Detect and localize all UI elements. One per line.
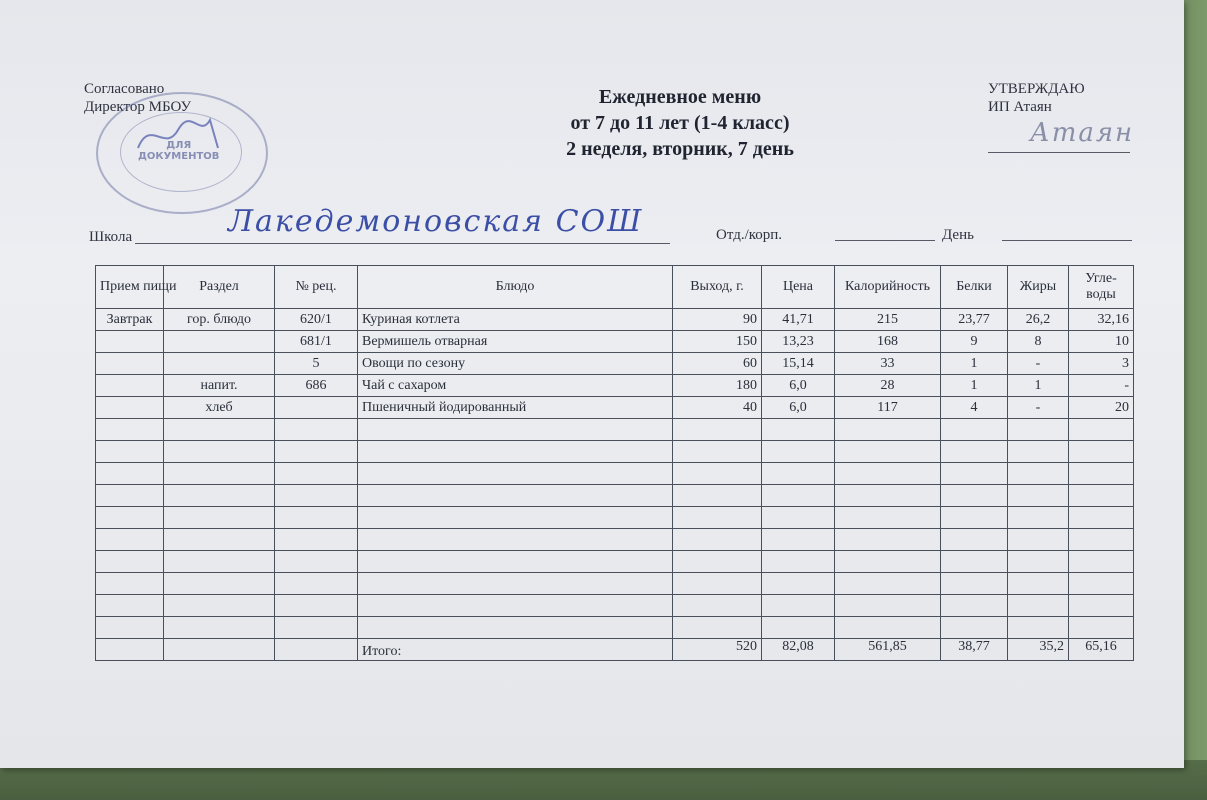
total-yield: 520 (673, 639, 762, 661)
col-header-calories: Калорийность (835, 266, 941, 309)
day-underline (1002, 240, 1132, 241)
title-line-3: 2 неделя, вторник, 7 день (566, 138, 794, 160)
cell-carbs: - (1069, 375, 1134, 397)
cell-recipe: 620/1 (275, 309, 358, 331)
cell-section (164, 419, 275, 441)
cell-calories: 215 (835, 309, 941, 331)
cell-price (762, 463, 835, 485)
total-price: 82,08 (762, 639, 835, 661)
cell-carbs (1069, 529, 1134, 551)
cell-section (164, 595, 275, 617)
cell-fat (1008, 551, 1069, 573)
cell-yield (673, 573, 762, 595)
cell-dish: Куриная котлета (358, 309, 673, 331)
cell-recipe: 5 (275, 353, 358, 375)
table-row (96, 375, 1134, 397)
cell-price: 15,14 (762, 353, 835, 375)
cell-dish (358, 551, 673, 573)
cell-dish (358, 529, 673, 551)
cell-section (164, 441, 275, 463)
cell-protein (941, 551, 1008, 573)
cell-price (762, 529, 835, 551)
cell-meal (96, 551, 164, 573)
cell-dish (358, 419, 673, 441)
cell-section (164, 353, 275, 375)
cell-fat (1008, 507, 1069, 529)
cell-calories (835, 441, 941, 463)
cell-fat (1008, 595, 1069, 617)
cell-section (164, 485, 275, 507)
cell-calories: 168 (835, 331, 941, 353)
cell-yield (673, 441, 762, 463)
cell-section: гор. блюдо (164, 309, 275, 331)
menu-table (95, 265, 1134, 661)
cell-calories (835, 617, 941, 639)
approved-label: Согласовано (84, 81, 165, 97)
cell-dish: Вермишель отварная (358, 331, 673, 353)
cell-recipe (275, 595, 358, 617)
cell-yield: 60 (673, 353, 762, 375)
cell-yield (673, 617, 762, 639)
cell-yield (673, 485, 762, 507)
cell-price: 6,0 (762, 375, 835, 397)
cell-calories (835, 595, 941, 617)
cell-recipe (275, 551, 358, 573)
cell-section (164, 331, 275, 353)
cell-protein (941, 485, 1008, 507)
table-row (96, 617, 1134, 639)
cell-calories: 28 (835, 375, 941, 397)
total-label: Итого: (358, 639, 673, 661)
director-label: Директор МБОУ (84, 99, 192, 115)
total-cell (164, 639, 275, 661)
cell-protein: 1 (941, 375, 1008, 397)
cell-carbs (1069, 617, 1134, 639)
cell-carbs (1069, 419, 1134, 441)
cell-protein (941, 507, 1008, 529)
cell-yield (673, 595, 762, 617)
table-row (96, 309, 1134, 331)
total-fat: 35,2 (1008, 639, 1069, 661)
cell-meal (96, 595, 164, 617)
cell-protein (941, 617, 1008, 639)
cell-calories (835, 507, 941, 529)
page-title (480, 84, 880, 162)
cell-protein (941, 529, 1008, 551)
school-label: Школа (89, 229, 133, 245)
cell-section (164, 551, 275, 573)
dept-label: Отд./корп. (716, 227, 783, 243)
approve-label: УТВЕРЖДАЮ (988, 81, 1085, 97)
cell-protein: 23,77 (941, 309, 1008, 331)
cell-yield: 40 (673, 397, 762, 419)
cell-fat: 8 (1008, 331, 1069, 353)
cell-meal (96, 375, 164, 397)
cell-section (164, 507, 275, 529)
cell-meal (96, 397, 164, 419)
cell-dish (358, 463, 673, 485)
cell-recipe (275, 419, 358, 441)
table-row (96, 573, 1134, 595)
cell-yield: 90 (673, 309, 762, 331)
table-row (96, 397, 1134, 419)
cell-fat (1008, 573, 1069, 595)
col-header-dish: Блюдо (358, 266, 673, 309)
cell-dish (358, 441, 673, 463)
col-header-section: Раздел (164, 266, 275, 309)
table-row (96, 551, 1134, 573)
col-header-recipe: № рец. (275, 266, 358, 309)
cell-recipe: 686 (275, 375, 358, 397)
cell-yield: 150 (673, 331, 762, 353)
cell-carbs (1069, 485, 1134, 507)
table-row (96, 331, 1134, 353)
cell-fat: 1 (1008, 375, 1069, 397)
table-header-row (96, 266, 1134, 309)
col-header-protein: Белки (941, 266, 1008, 309)
cell-dish (358, 595, 673, 617)
col-header-carbs: Угле-воды (1069, 266, 1134, 309)
cell-calories (835, 529, 941, 551)
cell-fat (1008, 419, 1069, 441)
cell-carbs: 32,16 (1069, 309, 1134, 331)
cell-calories (835, 463, 941, 485)
cell-meal (96, 573, 164, 595)
cell-carbs (1069, 551, 1134, 573)
cell-protein (941, 573, 1008, 595)
cell-dish: Овощи по сезону (358, 353, 673, 375)
cell-yield (673, 419, 762, 441)
cell-section (164, 573, 275, 595)
cell-meal (96, 463, 164, 485)
cell-protein (941, 463, 1008, 485)
cell-carbs (1069, 595, 1134, 617)
cell-yield (673, 551, 762, 573)
director-signature-icon (130, 108, 240, 168)
cell-dish (358, 573, 673, 595)
school-name: Лакедемоновская СОШ (228, 204, 644, 239)
cell-meal (96, 419, 164, 441)
cell-recipe (275, 617, 358, 639)
cell-price (762, 441, 835, 463)
cell-price (762, 507, 835, 529)
title-line-2: от 7 до 11 лет (1-4 класс) (570, 112, 790, 134)
cell-dish: Пшеничный йодированный (358, 397, 673, 419)
cell-recipe (275, 485, 358, 507)
title-line-1: Ежедневное меню (598, 86, 762, 108)
total-row (96, 639, 1134, 661)
dept-underline (835, 240, 935, 241)
stamp-text: ДЛЯ ДОКУМЕНТОВ (138, 140, 220, 162)
cell-protein (941, 441, 1008, 463)
cell-dish: Чай с сахаром (358, 375, 673, 397)
cell-calories (835, 419, 941, 441)
cell-price (762, 485, 835, 507)
total-carbs: 65,16 (1069, 639, 1134, 661)
cell-recipe (275, 397, 358, 419)
cell-carbs: 10 (1069, 331, 1134, 353)
cell-meal (96, 529, 164, 551)
col-header-yield: Выход, г. (673, 266, 762, 309)
signature-line (988, 152, 1130, 153)
cell-price: 41,71 (762, 309, 835, 331)
table-row (96, 485, 1134, 507)
total-cell (96, 639, 164, 661)
cell-yield: 180 (673, 375, 762, 397)
cell-yield (673, 507, 762, 529)
total-calories: 561,85 (835, 639, 941, 661)
cell-section: хлеб (164, 397, 275, 419)
cell-calories: 117 (835, 397, 941, 419)
cell-price (762, 617, 835, 639)
cell-dish (358, 507, 673, 529)
cell-meal (96, 485, 164, 507)
cell-carbs (1069, 441, 1134, 463)
cell-dish (358, 617, 673, 639)
total-protein: 38,77 (941, 639, 1008, 661)
table-row (96, 595, 1134, 617)
cell-recipe: 681/1 (275, 331, 358, 353)
cell-recipe (275, 573, 358, 595)
cell-section (164, 529, 275, 551)
approver-signature: Атаян (1030, 118, 1135, 148)
day-label: День (942, 227, 974, 243)
cell-meal (96, 331, 164, 353)
cell-recipe (275, 529, 358, 551)
cell-carbs (1069, 507, 1134, 529)
table-row (96, 529, 1134, 551)
cell-carbs (1069, 573, 1134, 595)
cell-price (762, 595, 835, 617)
cell-meal (96, 353, 164, 375)
cell-calories (835, 485, 941, 507)
cell-carbs: 3 (1069, 353, 1134, 375)
cell-fat (1008, 485, 1069, 507)
cell-protein (941, 419, 1008, 441)
cell-price (762, 419, 835, 441)
table-row (96, 441, 1134, 463)
cell-fat: - (1008, 397, 1069, 419)
cell-price (762, 551, 835, 573)
cell-recipe (275, 507, 358, 529)
cell-dish (358, 485, 673, 507)
table-row (96, 419, 1134, 441)
col-header-fat: Жиры (1008, 266, 1069, 309)
cell-meal (96, 617, 164, 639)
cell-calories (835, 551, 941, 573)
ip-name: ИП Атаян (988, 99, 1052, 115)
cell-protein: 4 (941, 397, 1008, 419)
cell-section: напит. (164, 375, 275, 397)
cell-section (164, 617, 275, 639)
cell-meal (96, 507, 164, 529)
cell-yield (673, 463, 762, 485)
cell-fat (1008, 463, 1069, 485)
table-row (96, 507, 1134, 529)
cell-price: 6,0 (762, 397, 835, 419)
table-row (96, 353, 1134, 375)
cell-protein: 1 (941, 353, 1008, 375)
cell-recipe (275, 463, 358, 485)
cell-calories: 33 (835, 353, 941, 375)
cell-protein: 9 (941, 331, 1008, 353)
cell-section (164, 463, 275, 485)
cell-fat: 26,2 (1008, 309, 1069, 331)
cell-carbs: 20 (1069, 397, 1134, 419)
cell-recipe (275, 441, 358, 463)
table-row (96, 463, 1134, 485)
cell-meal: Завтрак (96, 309, 164, 331)
cell-carbs (1069, 463, 1134, 485)
cell-yield (673, 529, 762, 551)
total-cell (275, 639, 358, 661)
cell-fat: - (1008, 353, 1069, 375)
cell-price: 13,23 (762, 331, 835, 353)
cell-protein (941, 595, 1008, 617)
cell-price (762, 573, 835, 595)
cell-fat (1008, 441, 1069, 463)
col-header-price: Цена (762, 266, 835, 309)
school-underline (135, 243, 670, 244)
cell-fat (1008, 617, 1069, 639)
col-header-meal: Прием пищи (96, 266, 164, 309)
cell-calories (835, 573, 941, 595)
cell-meal (96, 441, 164, 463)
cell-fat (1008, 529, 1069, 551)
